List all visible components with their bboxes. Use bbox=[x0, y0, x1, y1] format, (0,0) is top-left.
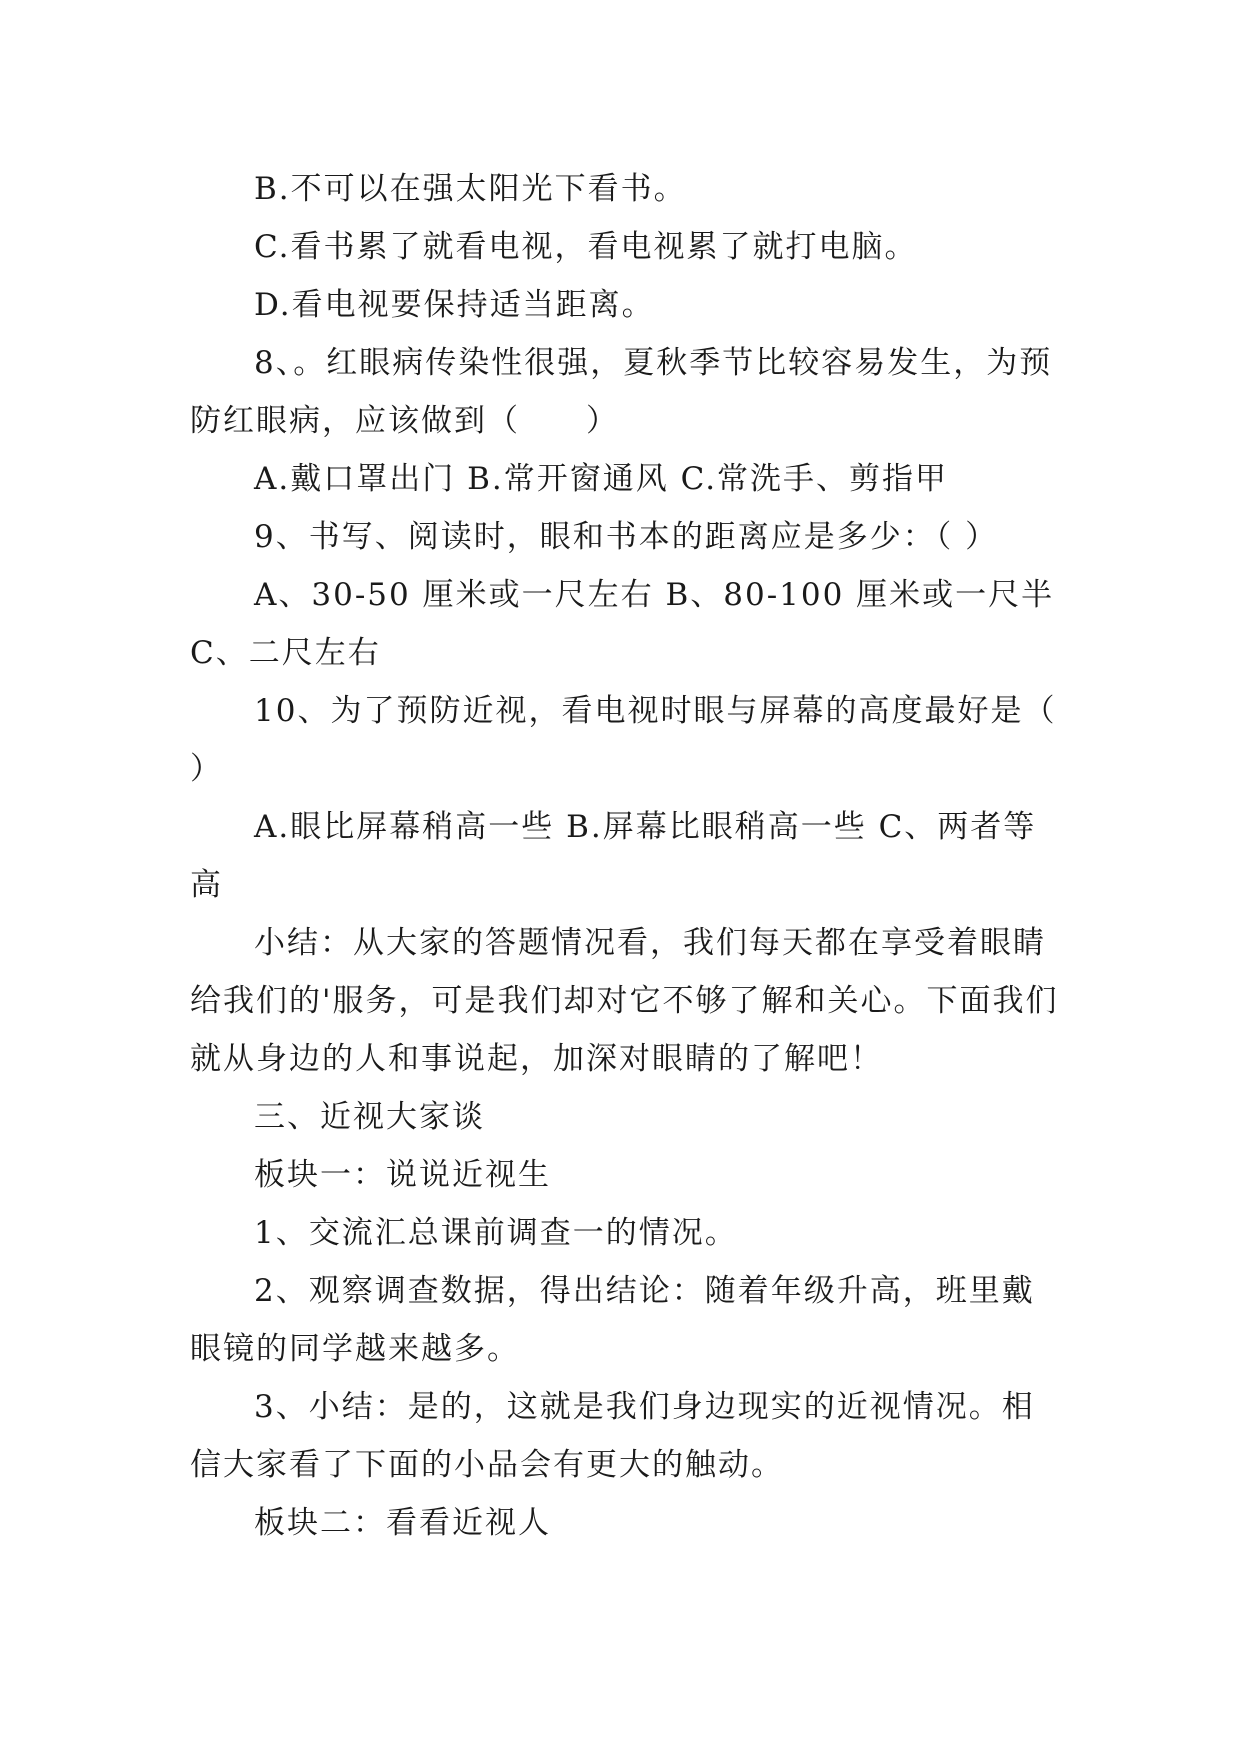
paragraph: A、30-50 厘米或一尺左右 B、80-100 厘米或一尺半 C、二尺左右 bbox=[190, 577, 1055, 671]
subsection-heading: 板块一：说说近视生 bbox=[254, 1157, 551, 1193]
paragraph: 1、交流汇总课前调查一的情况。 bbox=[254, 1215, 738, 1251]
paragraph: A.眼比屏幕稍高一些 B.屏幕比眼稍高一些 C、两者等高 bbox=[190, 809, 1037, 903]
document-body bbox=[190, 160, 1123, 1552]
paragraph: 9、书写、阅读时，眼和书本的距离应是多少：（ ） bbox=[254, 519, 999, 555]
paragraph: 2、观察调查数据，得出结论：随着年级升高，班里戴眼镜的同学越来越多。 bbox=[190, 1273, 1035, 1367]
paragraph: 10、为了预防近视，看电视时眼与屏幕的高度最好是（ ） bbox=[190, 693, 1123, 787]
section-heading: 三、近视大家谈 bbox=[254, 1099, 485, 1135]
paragraph: 3、小结：是的，这就是我们身边现实的近视情况。相信大家看了下面的小品会有更大的触动。 bbox=[190, 1389, 1035, 1483]
paragraph: A.戴口罩出门 B.常开窗通风 C.常洗手、剪指甲 bbox=[254, 461, 949, 497]
paragraph: 8、。红眼病传染性很强，夏秋季节比较容易发生，为预防红眼病，应该做到（ ） bbox=[190, 345, 1053, 439]
paragraph: 小结：从大家的答题情况看，我们每天都在享受着眼睛给我们的'服务，可是我们却对它不够了解和关心。下面我们就从身边的人和事说起，加深对眼睛的了解吧！ bbox=[190, 925, 1059, 1077]
paragraph: D.看电视要保持适当距离。 bbox=[254, 287, 655, 323]
paragraph: B.不可以在强太阳光下看书。 bbox=[254, 171, 687, 207]
paragraph: C.看书累了就看电视，看电视累了就打电脑。 bbox=[254, 229, 918, 265]
subsection-heading: 板块二：看看近视人 bbox=[254, 1505, 551, 1541]
